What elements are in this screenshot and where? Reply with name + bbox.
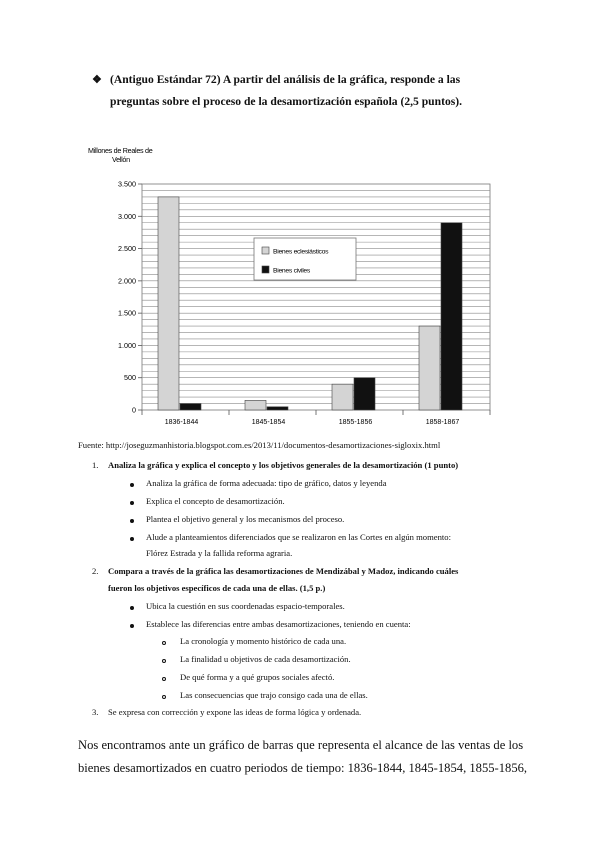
bar-chart-svg [82,140,502,440]
sub-bullet-circle-icon [162,695,166,699]
question-2-sub-bullet: La finalidad u objetivos de cada desamortización. [180,654,351,664]
y-tick-label: 500 [124,373,136,383]
question-1-number: 1. [92,460,99,470]
bullet-dot-icon [130,519,134,523]
bar-civiles [267,407,288,410]
bullet-dot-icon [130,537,134,541]
sub-bullet-circle-icon [162,677,166,681]
y-tick-label: 1.000 [118,340,136,350]
x-tick-label: 1858-1867 [425,419,460,426]
question-1-bullet: Explica el concepto de desamortización. [146,496,285,506]
y-tick-label: 1.500 [118,308,136,318]
y-tick-label: 2.000 [118,276,136,286]
y-tick-label: 3.500 [118,179,136,189]
y-tick-label: 2.500 [118,244,136,254]
question-1-bullet: Alude a planteamientos diferenciados que se realizaron en las Cortes en algún momento: [146,532,451,542]
diamond-bullet-icon: ❖ [92,74,102,86]
y-tick-label: 0 [132,405,136,415]
bullet-dot-icon [130,606,134,610]
heading-line-2: preguntas sobre el proceso de la desamortización española (2,5 puntos). [110,95,463,108]
bar-eclesiasticos [158,197,179,410]
answer-paragraph-line-2: bienes desamortizados en cuatro periodos de tiempo: 1836-1844, 1845-1854, 1855-1856, [78,761,528,775]
x-tick-label: 1836-1844 [164,419,199,426]
bar-civiles [180,404,201,410]
bar-civiles [441,223,462,410]
legend-swatch [262,247,269,254]
bar-chart [82,140,502,440]
bullet-dot-icon [130,483,134,487]
question-3-number: 3. [92,707,99,717]
bar-eclesiasticos [245,400,266,410]
bar-eclesiasticos [419,326,440,410]
legend-label: Bienes eclesiásticos [273,248,329,256]
y-axis-title-line-2: Vellón [112,155,130,164]
sub-bullet-circle-icon [162,659,166,663]
question-2-text-line-1: Compara a través de la gráfica las desamortizaciones de Mendizábal y Madoz, indicando cuáles [108,566,459,576]
legend-label: Bienes civiles [273,267,310,275]
question-2-sub-bullet: Las consecuencias que trajo consigo cada una de ellas. [180,690,368,700]
y-tick-label: 3.000 [118,211,136,221]
x-tick-label: 1845-1854 [251,419,286,426]
answer-paragraph-line-1: Nos encontramos ante un gráfico de barras que representa el alcance de las ventas de los [78,738,524,752]
question-1-bullet: Plantea el objetivo general y los mecanismos del proceso. [146,514,345,524]
question-1-bullet: Analiza la gráfica de forma adecuada: tipo de gráfico, datos y leyenda [146,478,387,488]
bar-eclesiasticos [332,384,353,410]
source-citation: Fuente: http://joseguzmanhistoria.blogspot.com.es/2013/11/documentos-desamortizaciones-sigloxix.html [78,440,441,450]
question-2-text-line-2: fueron los objetivos específicos de cada una de ellas. (1,5 p.) [108,583,326,593]
question-2-sub-bullet: La cronología y momento histórico de cada una. [180,636,347,646]
x-tick-label: 1855-1856 [338,419,373,426]
legend-swatch [262,266,269,273]
bar-civiles [354,378,375,410]
heading-line-1: (Antiguo Estándar 72) A partir del análisis de la gráfica, responde a las [110,73,461,86]
question-1-bullet-continuation: Flórez Estrada y la fallida reforma agraria. [146,548,293,558]
bullet-dot-icon [130,624,134,628]
sub-bullet-circle-icon [162,641,166,645]
question-1-text: Analiza la gráfica y explica el concepto y los objetivos generales de la desamortización (1 punto) [108,460,459,470]
question-2-bullet: Establece las diferencias entre ambas desamortizaciones, teniendo en cuenta: [146,619,411,629]
question-2-number: 2. [92,566,99,576]
question-2-sub-bullet: De qué forma y a qué grupos sociales afectó. [180,672,335,682]
question-3-text: Se expresa con corrección y expone las ideas de forma lógica y ordenada. [108,707,362,717]
question-2-bullet: Ubica la cuestión en sus coordenadas espacio-temporales. [146,601,345,611]
bullet-dot-icon [130,501,134,505]
y-axis-title-line-1: Millones de Reales de [88,146,153,155]
